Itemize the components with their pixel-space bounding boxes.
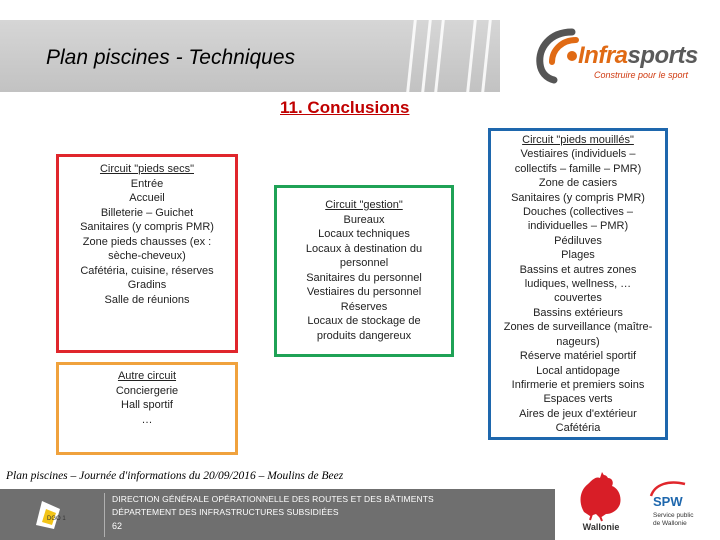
box-line: Zone de casiers <box>538 177 618 190</box>
box-line: Sanitaires du personnel <box>306 271 422 284</box>
box-line: Réserves <box>340 300 388 313</box>
box-heading: Circuit "gestion" <box>325 199 403 211</box>
box-line: Infirmerie et premiers soins <box>511 378 645 391</box>
box-line: Locaux techniques <box>318 228 410 240</box>
box-line: Gradins <box>127 279 167 291</box>
box-line: Réserve matériel sportif <box>519 350 637 363</box>
box-line: Zone pieds chausses (ex : <box>82 235 212 248</box>
box-line: Cafétéria <box>555 422 601 435</box>
box-line: Pédiluves <box>554 234 602 247</box>
spw-label: SPW <box>653 494 683 509</box>
box-line: personnel <box>339 257 389 269</box>
wallonie-label: Wallonie <box>582 522 620 532</box>
box-line: Local antidopage <box>536 364 620 377</box>
box-heading: Circuit "pieds mouillés" <box>522 134 634 146</box>
infrasports-swoosh-icon <box>532 26 580 86</box>
box-line: Espaces verts <box>543 393 613 406</box>
box-line: Aires de jeux d'extérieur <box>519 407 637 420</box>
logo-tagline: Construire pour le sport <box>594 70 689 80</box>
footer-direction: DIRECTION GÉNÉRALE OPÉRATIONNELLE DES ROUTES ET DES BÂTIMENTS <box>112 494 434 504</box>
box-line: Zones de surveillance (maître- <box>503 321 653 334</box>
decorative-stripe <box>466 20 477 92</box>
box-line: Sanitaires (y compris PMR) <box>511 191 645 204</box>
circuit-gestion-box <box>274 185 454 357</box>
section-title: 11. Conclusions <box>280 98 410 117</box>
decorative-stripe <box>434 20 445 92</box>
box-line: Plages <box>561 249 595 262</box>
box-line: Bureaux <box>343 213 385 226</box>
dgo1-logo-icon <box>20 495 80 535</box>
box-line: Accueil <box>129 192 165 204</box>
wallonie-logo <box>570 470 632 534</box>
decorative-stripe <box>421 20 432 92</box>
spw-logo <box>645 478 720 534</box>
logo-wordmark-rest: sports <box>627 42 698 69</box>
wallonie-rooster-icon <box>570 470 632 522</box>
spw-sub-label-1: Service public <box>653 512 694 519</box>
footer-department: DÉPARTEMENT DES INFRASTRUCTURES SUBSIDIÉES <box>112 507 339 517</box>
circuit-pieds-secs-box <box>56 154 238 353</box>
box-line: Vestiaires (individuels – <box>520 148 636 161</box>
box-line: Salle de réunions <box>104 293 190 306</box>
footer-note: Plan piscines – Journée d'informations du 20/09/2016 – Moulins de Beez <box>6 470 344 482</box>
box-line: Vestiaires du personnel <box>306 286 422 298</box>
box-line: Sanitaires (y compris PMR) <box>80 221 214 233</box>
box-heading: Circuit "pieds secs" <box>99 163 194 175</box>
box-line: … <box>141 413 153 426</box>
footer-divider <box>104 493 105 537</box>
infrasports-logo <box>532 24 702 88</box>
box-line: Douches (collectives – <box>522 206 634 219</box>
header <box>0 0 720 95</box>
box-line: Conciergerie <box>115 384 179 397</box>
box-line: Billeterie – Guichet <box>100 206 194 219</box>
dgo1-logo <box>20 495 80 535</box>
box-line: Bassins et autres zones <box>519 263 637 276</box>
box-line: ludiques, wellness, … <box>524 278 632 291</box>
box-line: collectifs – famille – PMR) <box>514 162 642 175</box>
box-line: sèche-cheveux) <box>108 250 186 262</box>
box-line: produits dangereux <box>316 329 412 342</box>
box-line: nageurs) <box>556 335 600 348</box>
box-line: couvertes <box>554 292 602 305</box>
decorative-stripe <box>406 20 417 92</box>
footer-dark-band <box>0 489 555 540</box>
box-heading: Autre circuit <box>117 370 177 382</box>
dgo1-logo-text: DGO 1 <box>47 516 66 522</box>
decorative-stripe <box>481 20 492 92</box>
box-line: Hall sportif <box>121 399 173 411</box>
box-line: Locaux à destination du <box>305 242 423 255</box>
autre-circuit-box <box>56 362 238 455</box>
box-line: Bassins extérieurs <box>533 306 623 319</box>
box-line: individuelles – PMR) <box>527 220 629 233</box>
spw-sub-label-2: de Wallonie <box>653 520 687 527</box>
page-number: 62 <box>112 521 123 531</box>
page-title: Plan piscines - Techniques <box>46 46 296 69</box>
logo-wordmark <box>578 42 698 70</box>
box-line: Cafétéria, cuisine, réserves <box>80 264 214 277</box>
logo-wordmark-first: Infra <box>578 42 628 69</box>
box-line: Locaux de stockage de <box>307 315 421 327</box>
box-line: Entrée <box>130 177 164 190</box>
circuit-pieds-mouilles-box <box>488 128 668 440</box>
